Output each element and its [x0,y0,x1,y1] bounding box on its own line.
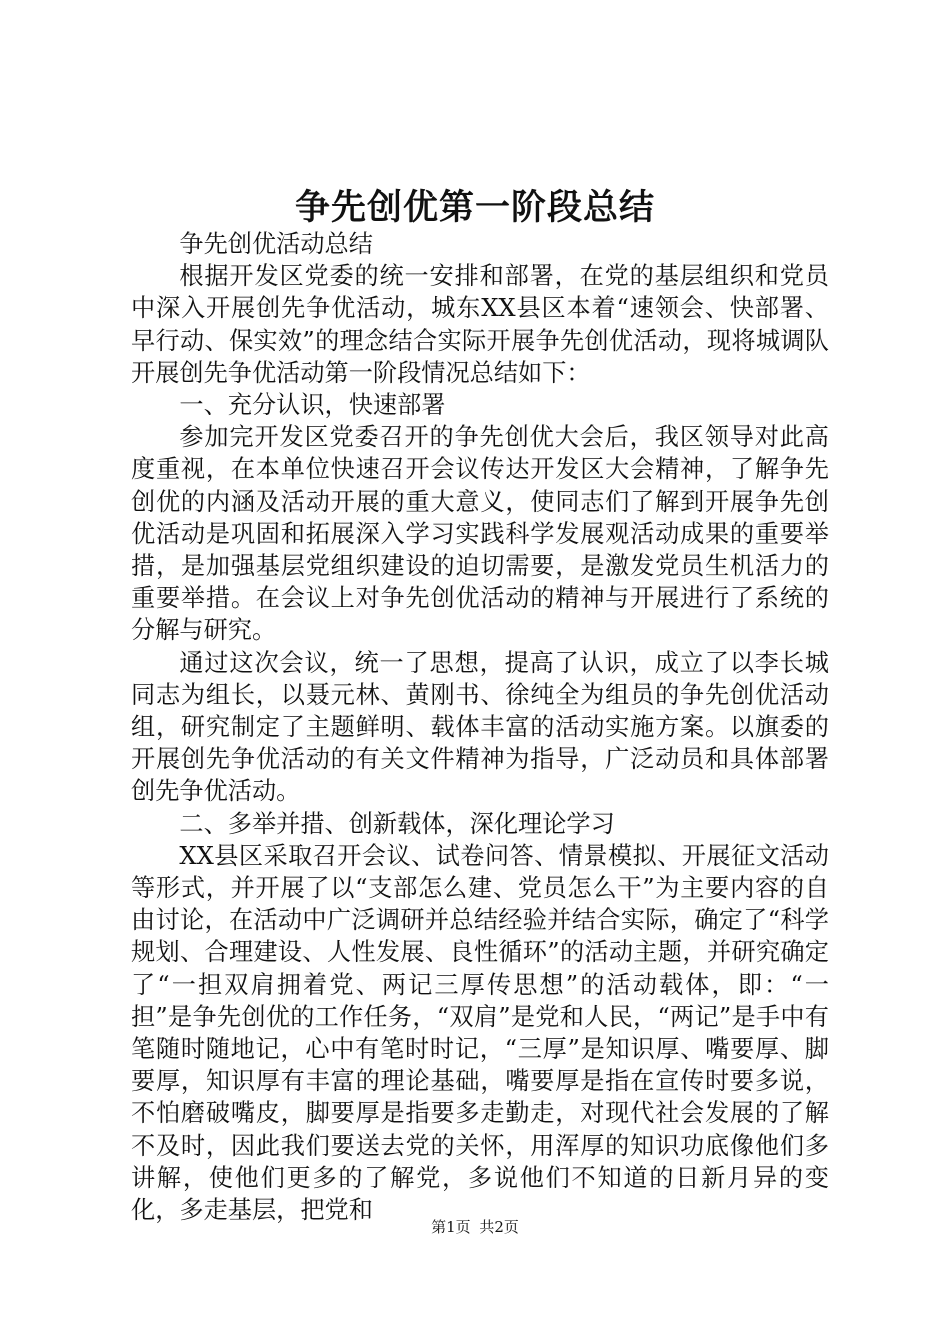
body-paragraph: 通过这次会议，统一了思想，提高了认识，成立了以李长城同志为组长，以聂元林、黄刚书、徐纯全为组员的争先创优活动组，研究制定了主题鲜明、载体丰富的活动实施方案。以旗委的开展创先争优活动的有关文件精神为指导，广泛动员和具体部署创先争优活动。 [131,648,829,806]
body-paragraph: 参加完开发区党委召开的争先创优大会后，我区领导对此高度重视，在本单位快速召开会议传达开发区大会精神，了解争先创优的内涵及活动开展的重大意义，使同志们了解到开展争先创优活动是巩固和拓展深入学习实践科学发展观活动成果的重要举措，是加强基层党组织建设的迫切需要，是激发党员生机活力的重要举措。在会议上对争先创优活动的精神与开展进行了系统的分解与研究。 [131,423,829,645]
section-heading-1: 一、充分认识，快速部署 [179,391,446,420]
document-title: 争先创优第一阶段总结 [294,188,655,228]
subtitle-paragraph: 争先创优活动总结 [179,230,373,258]
section-heading-2: 二、多举并措、创新载体，深化理论学习 [179,809,615,838]
page-footer [0,1216,950,1238]
document-body [131,228,829,1226]
body-paragraph: XX县区采取召开会议、试卷问答、情景模拟、开展征文活动等形式，并开展了以“支部怎么建、党员怎么干”为主要内容的自由讨论，在活动中广泛调研并总结经验并结合实际，确定了“科学规划、合理建设、人性发展、良性循环”的活动主题，并研究确定了“一担双肩拥着党、两记三厚传思想”的活动载体，即：“一担”是争先创优的工作任务，“双肩”是党和人民，“两记”是手中有笔随时随地记，心中有笔时时记，“三厚”是知识厚、嘴要厚、脚要厚，知识厚有丰富的理论基础，嘴要厚是指在宣传时要多说，不怕磨破嘴皮，脚要厚是指要多走勤走，对现代社会发展的了解不及时，因此我们要送去党的关怀，用浑厚的知识功底像他们多讲解，使他们更多的了解党，多说他们不知道的日新月异的变化，多走基层，把党和 [131,841,829,1225]
page-number: 第1页 [431,1218,471,1236]
intro-paragraph: 根据开发区党委的统一安排和部署，在党的基层组织和党员中深入开展创先争优活动，城东XX县区本着“速领会、快部署、早行动、保实效”的理念结合实际开展争先创优活动，现将城调队开展创先争优活动第一阶段情况总结如下： [131,262,829,387]
page-total: 共2页 [479,1218,519,1236]
